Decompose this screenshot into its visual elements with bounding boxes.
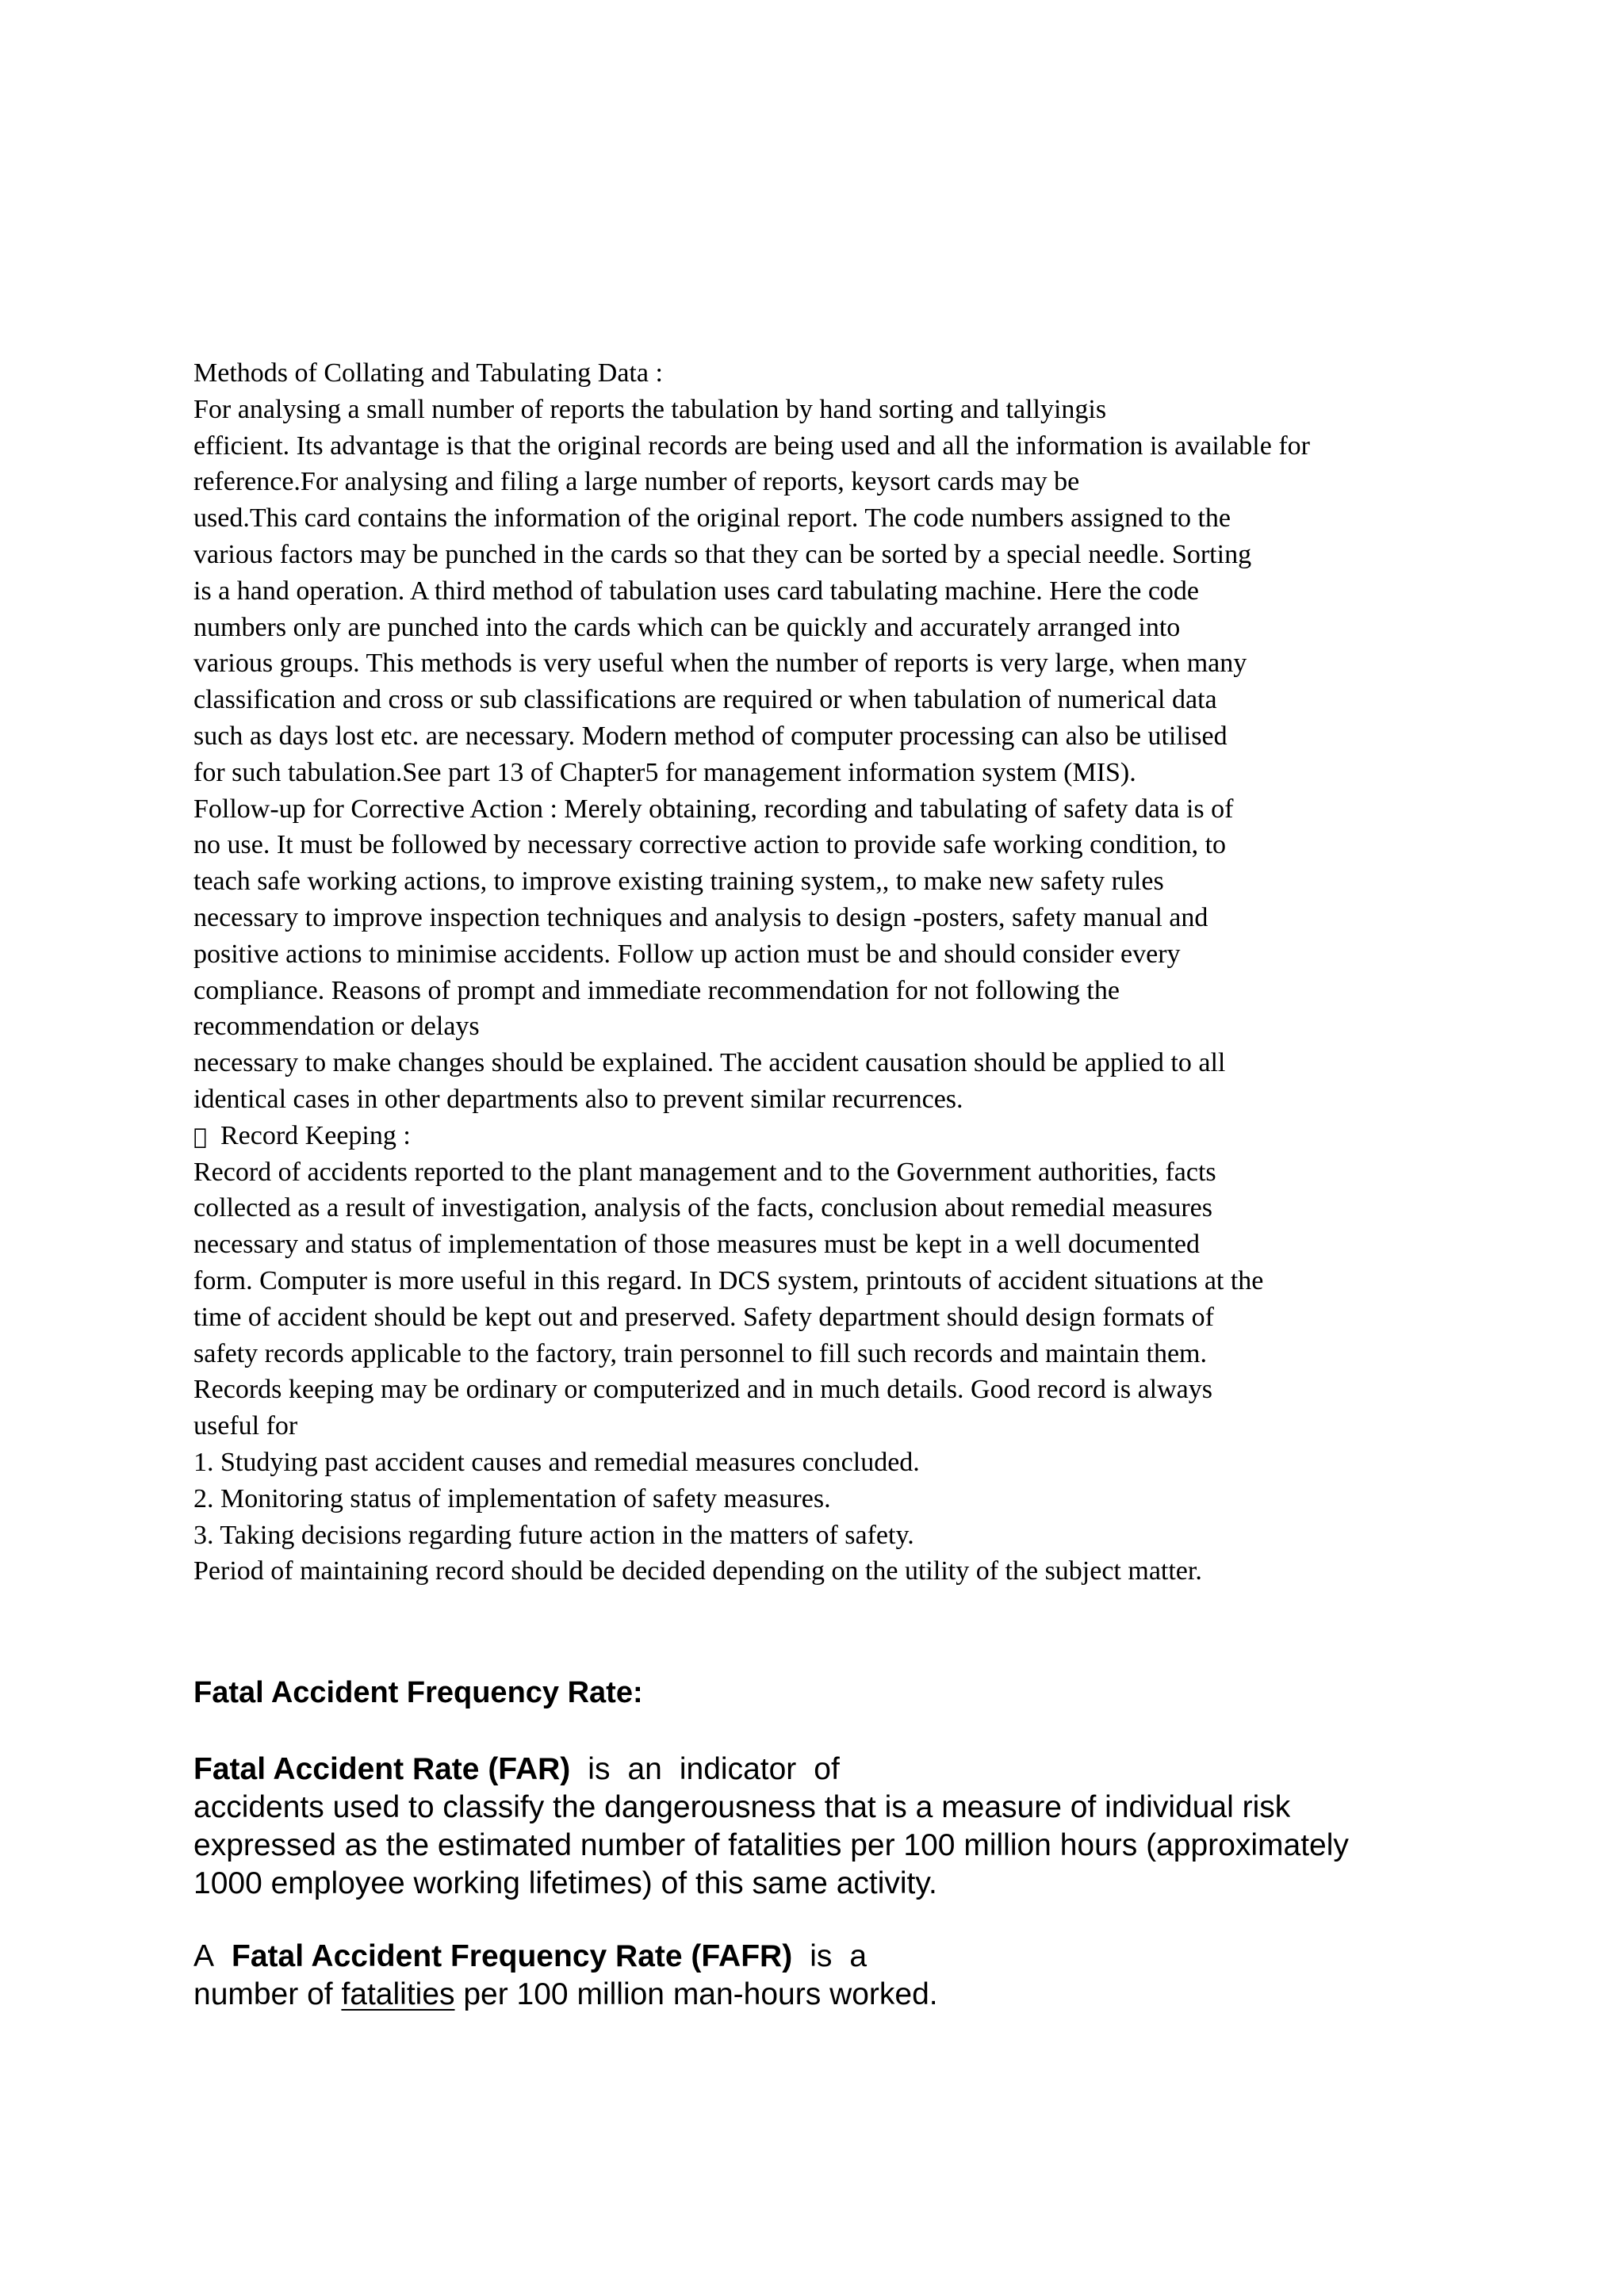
text-line: collected as a result of investigation, analysis of the facts, conclusion about remedial measures (193, 1193, 1212, 1223)
word: used (332, 1790, 400, 1824)
text-line: Period of maintaining record should be decided depending on the utility of the subject matter. (193, 1556, 1202, 1586)
list-item: 2. Monitoring status of implementation of safety measures. (193, 1483, 831, 1513)
word: million (963, 1828, 1051, 1862)
text-line: various factors may be punched in the cards so that they can be sorted by a special needle. Sorting (193, 539, 1252, 569)
text-line: for such tabulation.See part 13 of Chapter5 for management information system (MIS). (193, 757, 1136, 787)
word: the (385, 1828, 430, 1862)
text-line: efficient. Its advantage is that the original records are being used and all the information is available for (193, 430, 1310, 461)
word: A (193, 1939, 215, 1973)
word: an (627, 1752, 662, 1786)
fatalities-link[interactable]: fatalities (341, 1977, 455, 2011)
text-line: teach safe working actions, to improve existing training system,, to make new safety rules (193, 867, 1164, 897)
text-line: reference.For analysing and filing a large number of reports, keysort cards may be (193, 467, 1080, 497)
fafr-term: Fatal Accident Frequency Rate (FAFR) (232, 1939, 793, 1973)
word: that (824, 1790, 876, 1824)
text-line: Methods of Collating and Tabulating Data : (193, 358, 663, 388)
text-line: no use. It must be followed by necessary corrective action to provide safe working condition, to (193, 830, 1227, 860)
text-line: various groups. This methods is very useful when the number of reports is very large, when many (193, 649, 1247, 679)
text-line: positive actions to minimise accidents. Follow up action must be and should consider every (193, 939, 1181, 969)
word: a (849, 1939, 868, 1973)
fafr-heading: Fatal Accident Frequency Rate: (193, 1676, 643, 1709)
word: estimated (437, 1828, 572, 1862)
word: classify (442, 1790, 545, 1824)
far-term: Fatal Accident Rate (FAR) (193, 1752, 571, 1786)
word: of (1070, 1790, 1097, 1824)
text-line: identical cases in other departments also to prevent similar recurrences. (193, 1084, 963, 1114)
word: accidents (193, 1790, 324, 1824)
word: dangerousness (604, 1790, 816, 1824)
text-line (193, 1789, 1443, 1827)
text-line: form. Computer is more useful in this regard. In DCS system, printouts of accident situations at the (193, 1265, 1264, 1295)
list-item: 1. Studying past accident causes and remedial measures concluded. (193, 1447, 920, 1477)
record-keeping-heading (193, 1118, 1478, 1154)
text-line: Records keeping may be ordinary or computerized and in much details. Good record is always (193, 1375, 1212, 1405)
collating-tabulating-section (193, 355, 1478, 1590)
word: is (810, 1939, 833, 1973)
word: a (915, 1790, 933, 1824)
word: measure (941, 1790, 1062, 1824)
word: indicator (679, 1752, 797, 1786)
word: individual (1105, 1790, 1234, 1824)
word: number (580, 1828, 686, 1862)
text-line: is a hand operation. A third method of tabulation uses card tabulating machine. Here the code (193, 576, 1200, 606)
text-line: recommendation or delays (193, 1012, 480, 1042)
word: fatalities (728, 1828, 842, 1862)
word: is (884, 1790, 907, 1824)
word: as (344, 1828, 377, 1862)
word: expressed (193, 1828, 336, 1862)
text-line: 1000 employee working lifetimes) of this same activity. (193, 1866, 937, 1900)
word: 100 (903, 1828, 956, 1862)
text-line: necessary and status of implementation of those measures must be kept in a well documented (193, 1230, 1200, 1260)
text-line: For analysing a small number of reports the tabulation by hand sorting and tallyingis (193, 394, 1107, 424)
fafr-paragraph (193, 1938, 1443, 2014)
bullet-box-icon (193, 1119, 220, 1155)
text-line: such as days lost etc. are necessary. Modern method of computer processing can also be utilised (193, 721, 1228, 751)
text-line: safety records applicable to the factory, train personnel to fill such records and maintain them. (193, 1338, 1208, 1368)
word: (approximately (1146, 1828, 1349, 1862)
text-fragment: per 100 million man-hours worked. (454, 1977, 938, 2011)
word: the (553, 1790, 596, 1824)
word: risk (1242, 1790, 1291, 1824)
text-line: necessary to improve inspection techniques and analysis to design -posters, safety manual and (193, 902, 1208, 932)
text-line (193, 1938, 1443, 1976)
record-keeping-title: Record Keeping : (220, 1120, 411, 1150)
text-line: Record of accidents reported to the plant management and to the Government authorities, facts (193, 1157, 1216, 1187)
text-line: time of accident should be kept out and preserved. Safety department should design formats of (193, 1302, 1214, 1332)
text-line (193, 1751, 1443, 1789)
far-paragraph (193, 1751, 1443, 1903)
text-line (193, 1827, 1443, 1865)
text-line: used.This card contains the information of the original report. The code numbers assigned to the (193, 503, 1231, 534)
word: to (408, 1790, 435, 1824)
text-line: numbers only are punched into the cards which can be quickly and accurately arranged into (193, 612, 1181, 642)
text-line: compliance. Reasons of prompt and immediate recommendation for not following the (193, 975, 1120, 1005)
word: per (850, 1828, 895, 1862)
text-fragment: number of (193, 1977, 342, 2011)
text-line (193, 1976, 1443, 2014)
word: is (588, 1752, 611, 1786)
text-line: Follow-up for Corrective Action : Merely obtaining, recording and tabulating of safety data is of (193, 794, 1234, 824)
list-item: 3. Taking decisions regarding future action in the matters of safety. (193, 1520, 914, 1550)
text-line: necessary to make changes should be explained. The accident causation should be applied to all (193, 1048, 1226, 1078)
word: of (814, 1752, 840, 1786)
word: of (693, 1828, 720, 1862)
text-line: classification and cross or sub classifications are required or when tabulation of numerical data (193, 685, 1217, 715)
word: hours (1059, 1828, 1138, 1862)
text-line: useful for (193, 1411, 298, 1441)
